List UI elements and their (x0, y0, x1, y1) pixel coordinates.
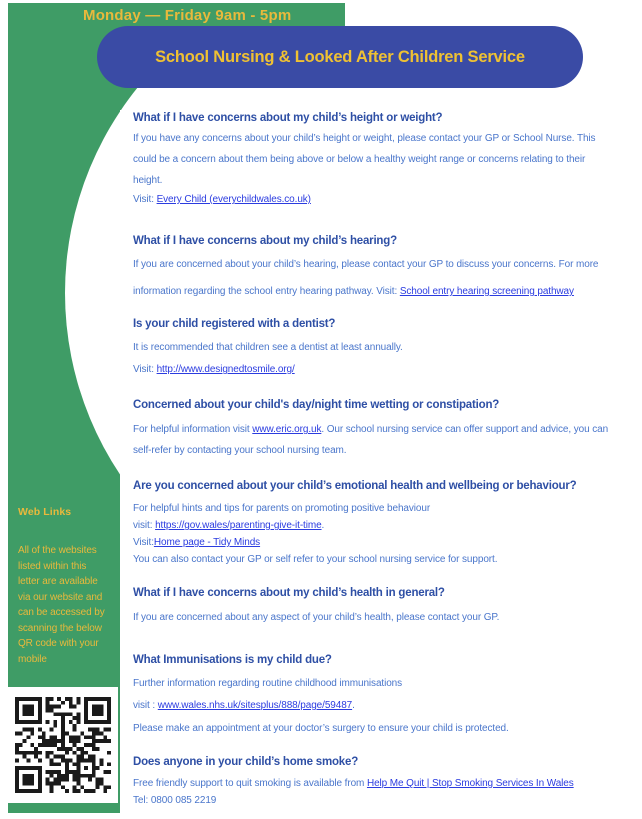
body-line (133, 551, 635, 568)
text-segment: visit : (133, 700, 158, 711)
section-heading: Are you concerned about your child’s emotional health and wellbeing or behaviour? (133, 480, 577, 492)
text-segment: visit: (133, 520, 156, 531)
text-segment: Visit: (133, 364, 157, 375)
body-line (133, 534, 635, 551)
qa-section (133, 316, 635, 378)
body-line (133, 500, 635, 517)
link-help-me-quit[interactable]: Help Me Quit | Stop Smoking Services In Wales (366, 778, 574, 789)
service-hours: Monday — Friday 9am - 5pm (83, 7, 292, 24)
text-segment: Free friendly support to quit smoking is available from (133, 778, 367, 789)
text-segment: . (352, 700, 355, 711)
body-line (133, 675, 635, 692)
text-segment: could be a concern about them being above or below a healthy weight range or concerns relating to their (133, 154, 586, 165)
section-heading: Is your child registered with a dentist? (133, 318, 336, 330)
qa-section (133, 397, 635, 459)
body-line (133, 421, 635, 438)
body-line (133, 442, 635, 459)
qa-section (133, 652, 635, 737)
web-links-line: via our website and (18, 591, 103, 603)
web-links-line: All of the websites (18, 545, 97, 556)
text-segment: You can also contact your GP or self refer to your school nursing service for support. (133, 554, 498, 565)
body-line (133, 151, 635, 168)
section-heading: Does anyone in your child’s home smoke? (133, 756, 359, 768)
text-segment: Further information regarding routine childhood immunisations (133, 678, 403, 689)
text-segment: . (321, 520, 325, 531)
body-line (133, 720, 635, 737)
link-hearing-pathway[interactable]: School entry hearing screening pathway (399, 286, 574, 297)
web-links-line: mobile (18, 653, 47, 665)
web-links-line: letter are available (18, 576, 98, 587)
qr-code (8, 687, 118, 803)
qa-section (133, 233, 635, 300)
qr-pattern (15, 697, 111, 793)
section-heading: What Immunisations is my child due? (133, 654, 332, 666)
qa-section (133, 754, 635, 809)
link-parenting-give-it-time[interactable]: https://gov.wales/parenting-give-it-time (155, 520, 322, 531)
body-line (133, 609, 635, 626)
web-links-text (18, 543, 120, 667)
body-line (133, 517, 635, 534)
text-segment: For helpful hints and tips for parents on promoting positive behaviour (133, 503, 431, 514)
text-segment: It is recommended that children see a dentist at least annually. (133, 342, 403, 353)
section-heading: Concerned about your child's day/night time wetting or constipation? (133, 399, 500, 411)
web-links-line: scanning the below (18, 622, 102, 634)
text-segment: information regarding the school entry hearing pathway. Visit: (133, 286, 400, 297)
main-content (133, 103, 635, 809)
text-segment: Visit: (133, 194, 157, 205)
web-links-line: QR code with your (18, 638, 99, 649)
web-links-heading: Web Links (18, 506, 72, 518)
text-segment: . Our school nursing service can offer support and advice, you can (321, 424, 609, 435)
body-line (133, 130, 635, 147)
text-segment: Visit: (133, 537, 154, 548)
text-segment: If you are concerned about your child’s hearing, please contact your GP to discuss your concerns. For more (133, 259, 599, 270)
text-segment: self-refer by contacting your school nursing team. (133, 445, 347, 456)
section-heading: What if I have concerns about my child’s health in general? (133, 587, 445, 599)
text-segment: height. (133, 175, 163, 186)
qa-section (133, 110, 635, 208)
body-line (133, 172, 635, 189)
body-line (133, 283, 635, 300)
body-line (133, 256, 635, 273)
link-tidy-minds[interactable]: Home page - Tidy Minds (153, 537, 261, 548)
section-heading: What if I have concerns about my child’s hearing? (133, 235, 397, 247)
text-segment: If you are concerned about any aspect of your child’s health, please contact your GP. (133, 612, 500, 623)
text-segment: For helpful information visit (133, 424, 253, 435)
link-designed-to-smile[interactable]: http://www.designedtosmile.org/ (156, 364, 295, 375)
link-every-child[interactable]: Every Child (everychildwales.co.uk) (156, 194, 311, 205)
body-line (133, 191, 635, 208)
link-eric[interactable]: www.eric.org.uk (252, 424, 322, 435)
link-immunisations[interactable]: www.wales.nhs.uk/sitesplus/888/page/59487 (157, 700, 353, 711)
section-heading: What if I have concerns about my child’s height or weight? (133, 112, 443, 124)
web-links-line: can be accessed by (18, 607, 105, 618)
text-segment: If you have any concerns about your child’s height or weight, please contact your GP or School Nurse. This (133, 133, 596, 144)
text-segment: Tel: 0800 085 2219 (133, 795, 217, 806)
body-line (133, 339, 635, 356)
body-line (133, 697, 635, 714)
text-segment: Please make an appointment at your doctor’s surgery to ensure your child is protected. (133, 723, 509, 734)
body-line (133, 361, 635, 378)
body-line (133, 775, 635, 792)
web-links-line: listed within this (18, 560, 87, 572)
qa-section (133, 478, 635, 568)
page-title: School Nursing & Looked After Children Service (155, 47, 525, 66)
body-line (133, 792, 635, 809)
qa-section (133, 585, 635, 626)
